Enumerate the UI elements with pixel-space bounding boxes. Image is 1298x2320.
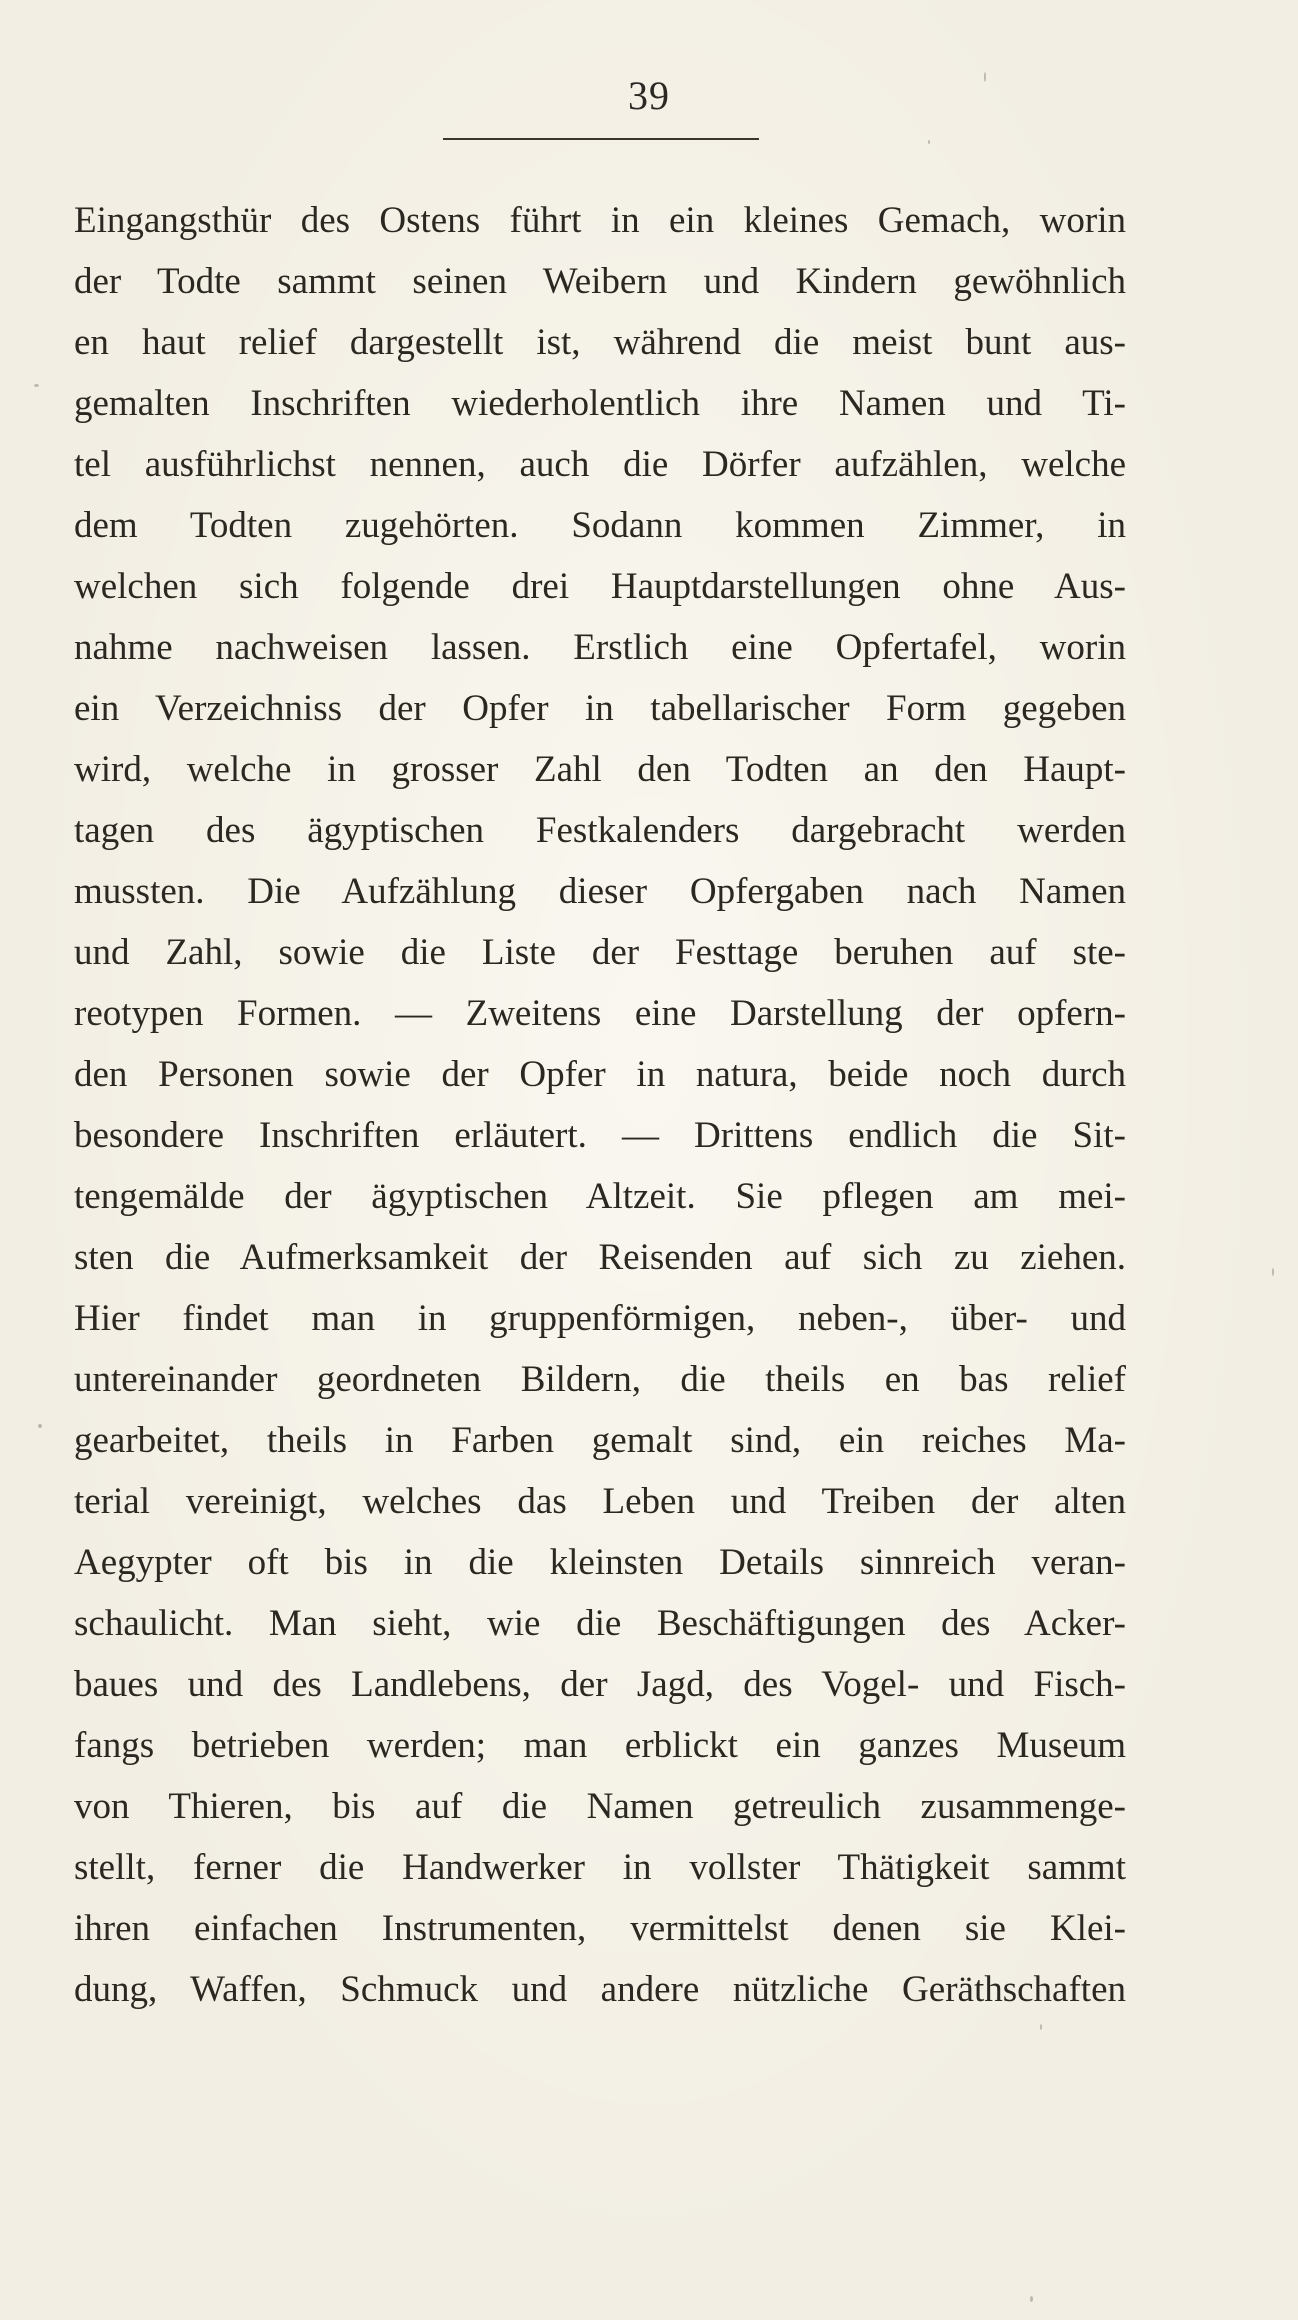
text-line: Aegypter oft bis in die kleinsten Details sinnreich veran- — [74, 1542, 1126, 1583]
text-line: schaulicht. Man sieht, wie die Beschäftigungen des Acker- — [74, 1603, 1126, 1644]
text-line: Hier findet man in gruppenförmigen, neben-, über- und — [74, 1298, 1126, 1339]
text-line: mussten. Die Aufzählung dieser Opfergaben nach Namen — [74, 871, 1126, 912]
page-number: 39 — [628, 73, 670, 118]
text-line: der Todte sammt seinen Weibern und Kindern gewöhnlich — [74, 261, 1126, 302]
text-line: den Personen sowie der Opfer in natura, beide noch durch — [74, 1054, 1126, 1095]
header-rule — [443, 138, 759, 140]
text-line: wird, welche in grosser Zahl den Todten an den Haupt- — [74, 749, 1126, 790]
text-line: terial vereinigt, welches das Leben und Treiben der alten — [74, 1481, 1126, 1522]
text-line: stellt, ferner die Handwerker in vollster Thätigkeit sammt — [74, 1847, 1126, 1888]
text-line: gearbeitet, theils in Farben gemalt sind, ein reiches Ma- — [74, 1420, 1126, 1461]
text-line: ihren einfachen Instrumenten, vermittelst denen sie Klei- — [74, 1908, 1126, 1949]
paper-speck — [984, 72, 986, 82]
text-line: en haut relief dargestellt ist, während die meist bunt aus- — [74, 322, 1126, 363]
text-line: von Thieren, bis auf die Namen getreulich zusammenge- — [74, 1786, 1126, 1827]
text-line: nahme nachweisen lassen. Erstlich eine Opfertafel, worin — [74, 627, 1126, 668]
text-line: besondere Inschriften erläutert. — Drittens endlich die Sit- — [74, 1115, 1126, 1156]
text-line: fangs betrieben werden; man erblickt ein ganzes Museum — [74, 1725, 1126, 1766]
paper-speck — [34, 384, 39, 387]
text-line: baues und des Landlebens, der Jagd, des Vogel- und Fisch- — [74, 1664, 1126, 1705]
paper-speck — [928, 140, 930, 144]
text-line: Eingangsthür des Ostens führt in ein kleines Gemach, worin — [74, 200, 1126, 241]
text-line: reotypen Formen. — Zweitens eine Darstellung der opfern- — [74, 993, 1126, 1034]
paper-speck — [1030, 2296, 1033, 2302]
text-line: tengemälde der ägyptischen Altzeit. Sie pflegen am mei- — [74, 1176, 1126, 1217]
paper-speck — [1040, 2024, 1042, 2030]
text-line: ein Verzeichniss der Opfer in tabellarischer Form gegeben — [74, 688, 1126, 729]
text-line: und Zahl, sowie die Liste der Festtage beruhen auf ste- — [74, 932, 1126, 973]
text-line: welchen sich folgende drei Hauptdarstellungen ohne Aus- — [74, 566, 1126, 607]
text-line: sten die Aufmerksamkeit der Reisenden auf sich zu ziehen. — [74, 1237, 1126, 1278]
paper-speck — [38, 1424, 42, 1428]
text-line: tagen des ägyptischen Festkalenders dargebracht werden — [74, 810, 1126, 851]
text-line: tel ausführlichst nennen, auch die Dörfer aufzählen, welche — [74, 444, 1126, 485]
paper-speck — [1272, 1268, 1274, 1276]
text-line: dem Todten zugehörten. Sodann kommen Zimmer, in — [74, 505, 1126, 546]
text-line: untereinander geordneten Bildern, die theils en bas relief — [74, 1359, 1126, 1400]
text-line: gemalten Inschriften wiederholentlich ihre Namen und Ti- — [74, 383, 1126, 424]
body-text — [74, 190, 1126, 2020]
text-line: dung, Waffen, Schmuck und andere nützliche Geräthschaften — [74, 1969, 1126, 2010]
